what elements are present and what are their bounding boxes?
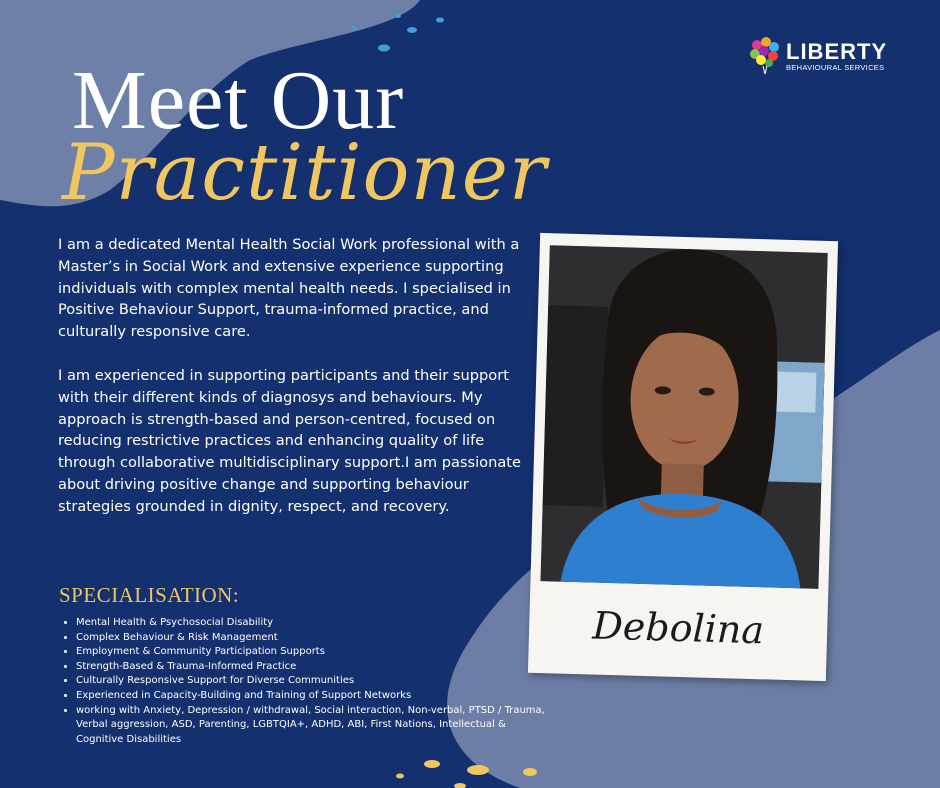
portrait-illustration [540, 245, 827, 589]
signature-area [528, 581, 828, 681]
brand-name: LIBERTY [786, 38, 888, 64]
specialisation-heading: SPECIALISATION: [59, 583, 240, 607]
title-line-2: Practitioner [62, 128, 548, 218]
practitioner-photo [540, 245, 827, 589]
list-item: • Experienced in Capacity-Building and Training of Support Networks [76, 689, 546, 704]
specialisation-list [58, 616, 546, 747]
balloon-cluster-icon [748, 36, 782, 76]
brand-subtitle: BEHAVIOURAL SERVICES [786, 62, 885, 72]
list-item: • Employment & Community Participation Supports [76, 645, 546, 660]
list-item: • Culturally Responsive Support for Diverse Communities [76, 674, 546, 689]
list-item: • Strength-Based & Trauma-Informed Practice [76, 660, 546, 675]
list-item: • Mental Health & Psychosocial Disability [76, 616, 546, 631]
handwritten-signature [528, 581, 828, 681]
practitioner-bio [58, 234, 528, 540]
list-item: • Complex Behaviour & Risk Management [76, 631, 546, 646]
title-line-1: Meet Our [72, 54, 405, 147]
bio-paragraph-2: I am experienced in supporting participants and their support with their different kinds of diagnosys and behaviours. My approach is strength-based and person-centred, focused on reducing restrictive practices and enhancing quality of life through collaborative multidisciplinary support.I am passionate about driving positive change and supporting behaviour strategies grounded in dignity, respect, and recovery. [58, 366, 521, 515]
signature-text: Debolina [591, 603, 765, 653]
liberty-logo [748, 36, 887, 76]
bio-paragraph-1: I am a dedicated Mental Health Social Work professional with a Master’s in Social Work and extensive experience supporting individuals with complex mental health needs. I specialised in Positive Behaviour Support, trauma-informed practice, and culturally responsive care. [58, 236, 520, 341]
list-item: • working with Anxiety, Depression / withdrawal, Social interaction, Non-verbal, PTSD / Trauma, Verbal aggression, ASD, Parenting, LGBTQIA+, ADHD, ABI, First Nations, Intellectual & Cognitive Disabilities [76, 704, 546, 748]
polaroid-photo-frame [528, 233, 838, 681]
